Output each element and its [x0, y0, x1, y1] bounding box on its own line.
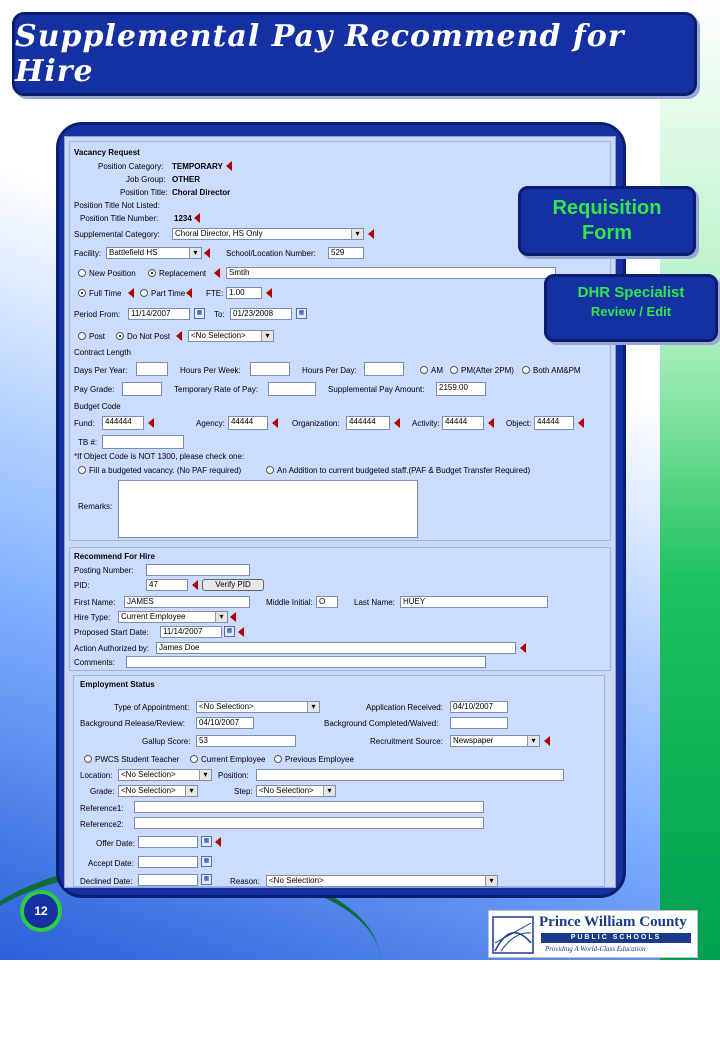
supplemental-category-select[interactable]: Choral Director, HS Only ▾	[172, 228, 364, 240]
calendar-icon[interactable]: ▦	[224, 626, 235, 637]
am-radio[interactable]	[420, 366, 428, 374]
job-group-value: OTHER	[172, 175, 200, 184]
declined-date-input[interactable]	[138, 874, 198, 886]
field-label: Position:	[218, 771, 249, 780]
calendar-icon[interactable]: ▦	[296, 308, 307, 319]
field-label: Temporary Rate of Pay:	[174, 385, 259, 394]
accept-date-input[interactable]	[138, 856, 198, 868]
fund-input[interactable]: 444444	[102, 416, 144, 430]
field-label: To:	[214, 310, 225, 319]
position-title-value: Choral Director	[172, 188, 231, 197]
hours-per-week-input[interactable]	[250, 362, 290, 376]
reference2-input[interactable]	[134, 817, 484, 829]
field-label: Position Category:	[98, 162, 164, 171]
field-label: Supplemental Category:	[74, 230, 160, 239]
start-date-input[interactable]: 11/14/2007	[160, 626, 222, 638]
position-input[interactable]	[256, 769, 564, 781]
do-not-post-radio[interactable]	[116, 332, 124, 340]
decorative-green-stripe	[660, 0, 720, 960]
field-label: Gallup Score:	[142, 737, 191, 746]
school-location-input[interactable]: 529	[328, 247, 364, 259]
required-marker	[238, 627, 244, 637]
gallup-score-input[interactable]: 53	[196, 735, 296, 747]
student-teacher-radio[interactable]	[84, 755, 92, 763]
radio-label: Do Not Post	[127, 332, 171, 341]
field-label: Background Release/Review:	[80, 719, 185, 728]
location-select[interactable]: <No Selection> ▾	[118, 769, 212, 781]
callout-line: Requisition	[552, 197, 662, 219]
radio-label: AM	[431, 366, 443, 375]
callout-line: DHR Specialist	[577, 284, 685, 301]
field-label: Fund:	[74, 419, 95, 428]
supp-pay-amount-input[interactable]: 2159.00	[436, 382, 486, 396]
hours-per-day-input[interactable]	[364, 362, 404, 376]
organization-input[interactable]: 444444	[346, 416, 390, 430]
employment-status-panel	[73, 675, 605, 887]
comments-input[interactable]	[126, 656, 486, 668]
field-label: Hire Type:	[74, 613, 111, 622]
part-time-radio[interactable]	[140, 289, 148, 297]
radio-label: PM(After 2PM)	[461, 366, 514, 375]
reason-select[interactable]: <No Selection> ▾	[266, 875, 498, 887]
page-title: Supplemental Pay Recommend for Hire	[15, 19, 625, 89]
required-marker	[520, 643, 526, 653]
required-marker	[176, 331, 182, 341]
title-banner	[12, 12, 697, 96]
required-marker	[192, 580, 198, 590]
radio-label: Both AM&PM	[533, 366, 581, 375]
step-select[interactable]: <No Selection> ▾	[256, 785, 336, 797]
calendar-icon[interactable]: ▦	[194, 308, 205, 319]
replacement-name-input[interactable]: Smtih	[226, 267, 556, 279]
radio-label: Fill a budgeted vacancy. (No PAF required)	[89, 466, 242, 475]
logo-name: Prince William County	[539, 914, 687, 930]
field-label: Action Authorized by:	[74, 644, 150, 653]
field-label: Position Title Number:	[80, 214, 159, 223]
object-input[interactable]: 44444	[534, 416, 574, 430]
period-to-input[interactable]: 01/23/2008	[230, 308, 292, 320]
calendar-icon[interactable]: ▦	[201, 874, 212, 885]
field-label: PID:	[74, 581, 90, 590]
authorized-by-input[interactable]: James Doe	[156, 642, 516, 654]
field-label: Proposed Start Date:	[74, 628, 149, 637]
pm-radio[interactable]	[450, 366, 458, 374]
section-subheader: Contract Length	[74, 348, 131, 357]
field-label: FTE:	[206, 289, 224, 298]
position-category-value: TEMPORARY	[172, 162, 223, 171]
field-label: Job Group:	[126, 175, 166, 184]
schoolhouse-logo-icon	[491, 913, 537, 957]
recruitment-source-select[interactable]: Newspaper ▾	[450, 735, 540, 747]
field-label: Agency:	[196, 419, 225, 428]
radio-label: An Addition to current budgeted staff.(PAF & Budget Transfer Required)	[277, 466, 531, 475]
background-release-input[interactable]: 04/10/2007	[196, 717, 254, 729]
calendar-icon[interactable]: ▦	[201, 856, 212, 867]
tb-number-input[interactable]	[102, 435, 184, 449]
field-label: Last Name:	[354, 598, 395, 607]
required-marker	[578, 418, 584, 428]
field-label: Period From:	[74, 310, 121, 319]
section-header: Vacancy Request	[74, 148, 140, 157]
first-name-input[interactable]: JAMES	[124, 596, 250, 608]
required-marker	[230, 612, 236, 622]
field-label: Days Per Year:	[74, 366, 128, 375]
facility-select[interactable]: Battlefield HS ▾	[106, 247, 202, 259]
required-marker	[128, 288, 134, 298]
field-label: Facility:	[74, 249, 102, 258]
current-employee-radio[interactable]	[190, 755, 198, 763]
pay-grade-input[interactable]	[122, 382, 162, 396]
logo-tagline: Providing A World-Class Education	[545, 945, 646, 953]
field-label: TB #:	[78, 438, 98, 447]
field-label: Comments:	[74, 658, 115, 667]
object-code-note: *If Object Code is NOT 1300, please check one:	[74, 452, 245, 461]
remarks-textarea[interactable]	[118, 480, 418, 538]
required-marker	[266, 288, 272, 298]
radio-label: Replacement	[159, 269, 207, 278]
required-marker	[544, 736, 550, 746]
required-marker	[368, 229, 374, 239]
field-label: Reference2:	[80, 820, 124, 829]
field-label: Step:	[234, 787, 253, 796]
replacement-radio[interactable]	[148, 269, 156, 277]
field-label: Reason:	[230, 877, 260, 886]
requisition-form-callout	[518, 186, 696, 256]
field-label: Offer Date:	[96, 839, 135, 848]
field-label: Position Title Not Listed:	[74, 201, 160, 210]
required-marker	[226, 161, 232, 171]
both-radio[interactable]	[522, 366, 530, 374]
required-marker	[186, 288, 192, 298]
previous-employee-radio[interactable]	[274, 755, 282, 763]
calendar-icon[interactable]: ▦	[201, 836, 212, 847]
field-label: Middle Initial:	[266, 598, 313, 607]
field-label: Grade:	[90, 787, 115, 796]
field-label: School/Location Number:	[226, 249, 316, 258]
logo-subtitle: PUBLIC SCHOOLS	[541, 933, 691, 943]
field-label: Type of Appointment:	[114, 703, 190, 712]
field-label: Location:	[80, 771, 113, 780]
radio-label: Post	[89, 332, 106, 341]
page-number-badge: 12	[20, 890, 62, 932]
required-marker	[148, 418, 154, 428]
appointment-select[interactable]: <No Selection> ▾	[196, 701, 320, 713]
radio-label: PWCS Student Teacher	[95, 755, 180, 764]
callout-line: Review / Edit	[590, 304, 672, 319]
radio-label: Full Time	[89, 289, 122, 298]
post-select[interactable]: <No Selection> ▾	[188, 330, 274, 342]
fill-budgeted-radio[interactable]	[78, 466, 86, 474]
field-label: Declined Date:	[80, 877, 133, 886]
required-marker	[488, 418, 494, 428]
required-marker	[394, 418, 400, 428]
verify-pid-button[interactable]: Verify PID	[202, 579, 264, 591]
field-label: Remarks:	[78, 502, 113, 511]
field-label: Background Completed/Waived:	[324, 719, 439, 728]
field-label: Accept Date:	[88, 859, 134, 868]
full-time-radio[interactable]	[78, 289, 86, 297]
radio-label: Current Employee	[201, 755, 266, 764]
required-marker	[194, 213, 200, 223]
field-label: Recruitment Source:	[370, 737, 443, 746]
last-name-input[interactable]: HUEY	[400, 596, 548, 608]
field-label: Reference1:	[80, 804, 124, 813]
days-per-year-input[interactable]	[136, 362, 168, 376]
field-label: Organization:	[292, 419, 340, 428]
section-header: Employment Status	[80, 680, 155, 689]
radio-label: Part Time	[151, 289, 186, 298]
fte-input[interactable]: 1.00	[226, 287, 262, 299]
field-label: Position Title:	[120, 188, 168, 197]
reference1-input[interactable]	[134, 801, 484, 813]
required-marker	[204, 248, 210, 258]
temp-rate-input[interactable]	[268, 382, 316, 396]
offer-date-input[interactable]	[138, 836, 198, 848]
required-marker	[215, 837, 221, 847]
field-label: Posting Number:	[74, 566, 134, 575]
radio-label: New Position	[89, 269, 136, 278]
new-position-radio[interactable]	[78, 269, 86, 277]
middle-initial-input[interactable]: O	[316, 596, 338, 608]
posting-number-input[interactable]	[146, 564, 250, 576]
recommend-for-hire-panel	[69, 547, 611, 671]
hire-type-select[interactable]: Current Employee ▾	[118, 611, 228, 623]
school-logo	[488, 910, 698, 958]
field-label: Object:	[506, 419, 532, 428]
application-received-input[interactable]: 04/10/2007	[450, 701, 508, 713]
field-label: Supplemental Pay Amount:	[328, 385, 425, 394]
section-subheader: Budget Code	[74, 402, 121, 411]
callout-line: Form	[582, 222, 632, 244]
activity-input[interactable]: 44444	[442, 416, 484, 430]
addition-radio[interactable]	[266, 466, 274, 474]
field-label: Activity:	[412, 419, 440, 428]
period-from-input[interactable]: 11/14/2007	[128, 308, 190, 320]
dhr-specialist-callout	[544, 274, 718, 342]
grade-select[interactable]: <No Selection> ▾	[118, 785, 198, 797]
agency-input[interactable]: 44444	[228, 416, 268, 430]
field-label: First Name:	[74, 598, 116, 607]
radio-label: Previous Employee	[285, 755, 354, 764]
field-label: Pay Grade:	[74, 385, 115, 394]
field-label: Hours Per Day:	[302, 366, 357, 375]
background-completed-input[interactable]	[450, 717, 508, 729]
required-marker	[272, 418, 278, 428]
section-header: Recommend For Hire	[74, 552, 155, 561]
field-label: Hours Per Week:	[180, 366, 241, 375]
required-marker	[214, 268, 220, 278]
post-radio[interactable]	[78, 332, 86, 340]
field-label: Application Received:	[366, 703, 443, 712]
pid-input[interactable]: 47	[146, 579, 188, 591]
title-number-value: 1234	[174, 214, 192, 223]
